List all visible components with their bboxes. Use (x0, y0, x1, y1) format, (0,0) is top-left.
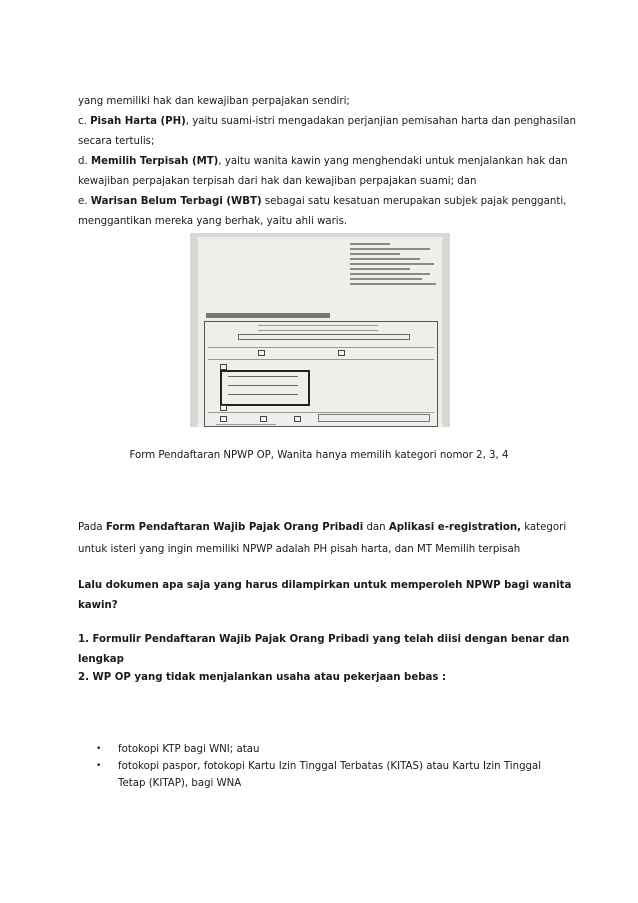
term-memilih-terpisah: Memilih Terpisah (MT) (90, 156, 219, 167)
item-e-warisan-belum-terbagi: e. Warisan Belum Terbagi (WBT) sebagai satu kesatuan merupakan subjek pajak pengganti, (78, 196, 567, 207)
text-line: yang memiliki hak dan kewajiban perpajakan sendiri; (78, 96, 350, 107)
list-item: lengkap (78, 654, 124, 665)
text-line: kewajiban perpajakan terpisah dari hak dan kewajiban perpajakan suami; dan (78, 176, 477, 187)
figure-caption: Form Pendaftaran NPWP OP, Wanita hanya memilih kategori nomor 2, 3, 4 (129, 450, 509, 461)
text-line: secara tertulis; (78, 136, 155, 147)
item-d-memilih-terpisah: d. Memilih Terpisah (MT), yaitu wanita kawin yang menghendaki untuk menjalankan hak dan (78, 156, 568, 167)
text-line: menggantikan mereka yang berhak, yaitu ahli waris. (78, 216, 348, 227)
item-c-pisah-harta: c. Pisah Harta (PH), yaitu suami-istri mengadakan perjanjian pemisahan harta dan penghasilan (78, 116, 576, 127)
paragraph-line: Pada Form Pendaftaran Wajib Pajak Orang Pribadi dan Aplikasi e-registration, kategori (78, 522, 567, 533)
bullet-icon: • (96, 761, 102, 771)
list-item: 2. WP OP yang tidak menjalankan usaha atau pekerjaan bebas : (78, 672, 447, 683)
list-item: 1. Formulir Pendaftaran Wajib Pajak Orang Pribadi yang telah diisi dengan benar dan (78, 634, 570, 645)
term-warisan-belum-terbagi: Warisan Belum Terbagi (WBT) (90, 196, 262, 207)
form-pendaftaran-image (190, 233, 450, 427)
term-pisah-harta: Pisah Harta (PH) (90, 116, 186, 127)
question-heading: Lalu dokumen apa saja yang harus dilampirkan untuk memperoleh NPWP bagi wanita (78, 580, 572, 591)
bullet-item: fotokopi KTP bagi WNI; atau (118, 744, 260, 755)
paragraph-line: untuk isteri yang ingin memiliki NPWP adalah PH pisah harta, dan MT Memilih terpisah (78, 544, 521, 555)
bullet-icon: • (96, 744, 102, 754)
question-heading: kawin? (78, 600, 118, 611)
bullet-item: fotokopi paspor, fotokopi Kartu Izin Tinggal Terbatas (KITAS) atau Kartu Izin Tinggal Tetap (KITAP), bagi WNA (118, 761, 542, 789)
